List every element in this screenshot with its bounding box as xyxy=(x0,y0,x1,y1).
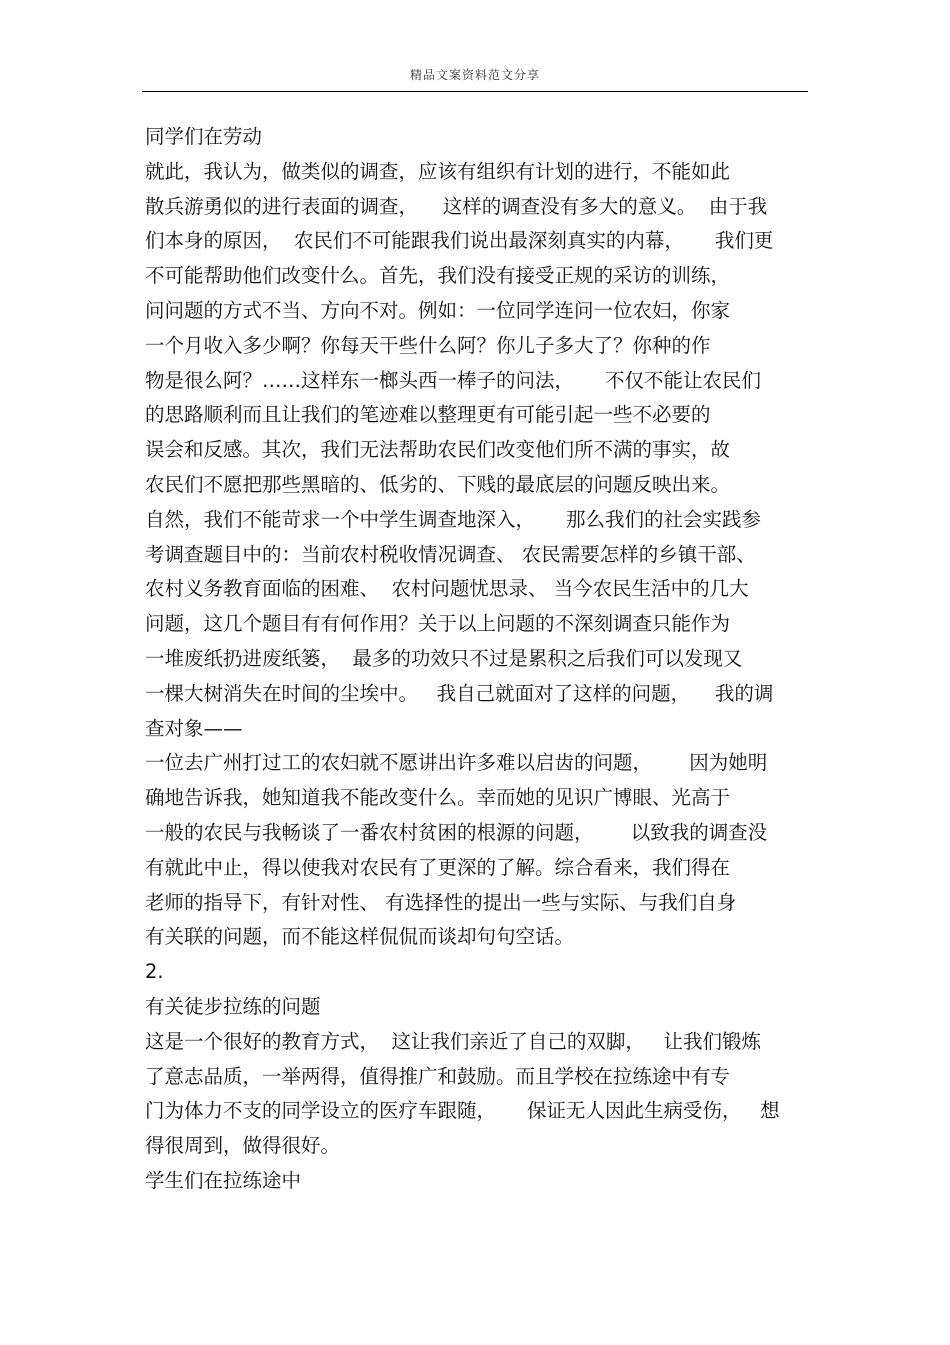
text-line: 查对象—— xyxy=(145,716,243,740)
text-line: 一堆废纸扔进废纸篓， 最多的功效只不过是累积之后我们可以发现又 xyxy=(145,646,743,670)
text-line: 考调查题目中的：当前农村税收情况调查、 农民需要怎样的乡镇干部、 xyxy=(145,542,756,566)
page-header: 精品文案资料范文分享 xyxy=(409,68,540,82)
text-line: 农民们不愿把那些黑暗的、低劣的、下贱的最底层的问题反映出来。 xyxy=(145,472,731,496)
header-rule xyxy=(142,91,808,92)
text-line: 散兵游勇似的进行表面的调查， 这样的调查没有多大的意义。 由于我 xyxy=(145,194,768,218)
text-line: 老师的指导下，有针对性、 有选择性的提出一些与实际、与我们自身 xyxy=(145,890,737,914)
text-line: 门为体力不支的同学设立的医疗车跟随， 保证无人因此生病受伤， 想 xyxy=(145,1099,780,1123)
text-line: 问问题的方式不当、方向不对。例如：一位同学连问一位农妇，你家 xyxy=(145,298,731,322)
section-heading: 有关徒步拉练的问题 xyxy=(145,994,321,1018)
caption-line: 学生们在拉练途中 xyxy=(145,1168,302,1192)
section-number: 2. xyxy=(145,960,164,984)
text-line: 的思路顺利而且让我们的笔迹难以整理更有可能引起一些不必要的 xyxy=(145,403,711,427)
text-line: 物是很么阿？……这样东一榔头西一棒子的问法， 不仅不能让农民们 xyxy=(145,368,761,392)
text-line: 一位去广州打过工的农妇就不愿讲出许多难以启齿的问题， 因为她明 xyxy=(145,751,768,775)
text-line: 问题，这几个题目有有何作用？关于以上问题的不深刻调查只能作为 xyxy=(145,612,731,636)
text-line: 一棵大树消失在时间的尘埃中。 我自己就面对了这样的问题， 我的调 xyxy=(145,681,774,705)
text-line: 误会和反感。其次，我们无法帮助农民们改变他们所不满的事实，故 xyxy=(145,438,731,462)
text-line: 就此，我认为，做类似的调查，应该有组织有计划的进行，不能如此 xyxy=(145,159,731,183)
text-line: 自然，我们不能苛求一个中学生调查地深入， 那么我们的社会实践参 xyxy=(145,507,761,531)
text-line: 有关联的问题，而不能这样侃侃而谈却句句空话。 xyxy=(145,925,575,949)
text-line: 一般的农民与我畅谈了一番农村贫困的根源的问题， 以致我的调查没 xyxy=(145,820,768,844)
text-line: 们本身的原因， 农民们不可能跟我们说出最深刻真实的内幕， 我们更 xyxy=(145,229,774,253)
text-line: 有就此中止，得以使我对农民有了更深的了解。综合看来，我们得在 xyxy=(145,855,731,879)
text-line: 同学们在劳动 xyxy=(145,125,263,148)
text-line: 不可能帮助他们改变什么。首先，我们没有接受正规的采访的训练， xyxy=(145,264,731,288)
text-line: 农村义务教育面临的困难、 农村问题忧思录、 当今农民生活中的几大 xyxy=(145,577,749,601)
text-line: 得很周到，做得很好。 xyxy=(145,1134,341,1158)
text-line: 了意志品质，一举两得，值得推广和鼓励。而且学校在拉练途中有专 xyxy=(145,1064,731,1088)
text-line: 一个月收入多少啊？你每天干些什么阿？你儿子多大了？你种的作 xyxy=(145,333,711,357)
text-line: 确地告诉我，她知道我不能改变什么。幸而她的见识广博眼、光高于 xyxy=(145,786,731,810)
text-line: 这是一个很好的教育方式， 这让我们亲近了自己的双脚， 让我们锻炼 xyxy=(145,1029,761,1053)
document-body xyxy=(145,120,815,1199)
